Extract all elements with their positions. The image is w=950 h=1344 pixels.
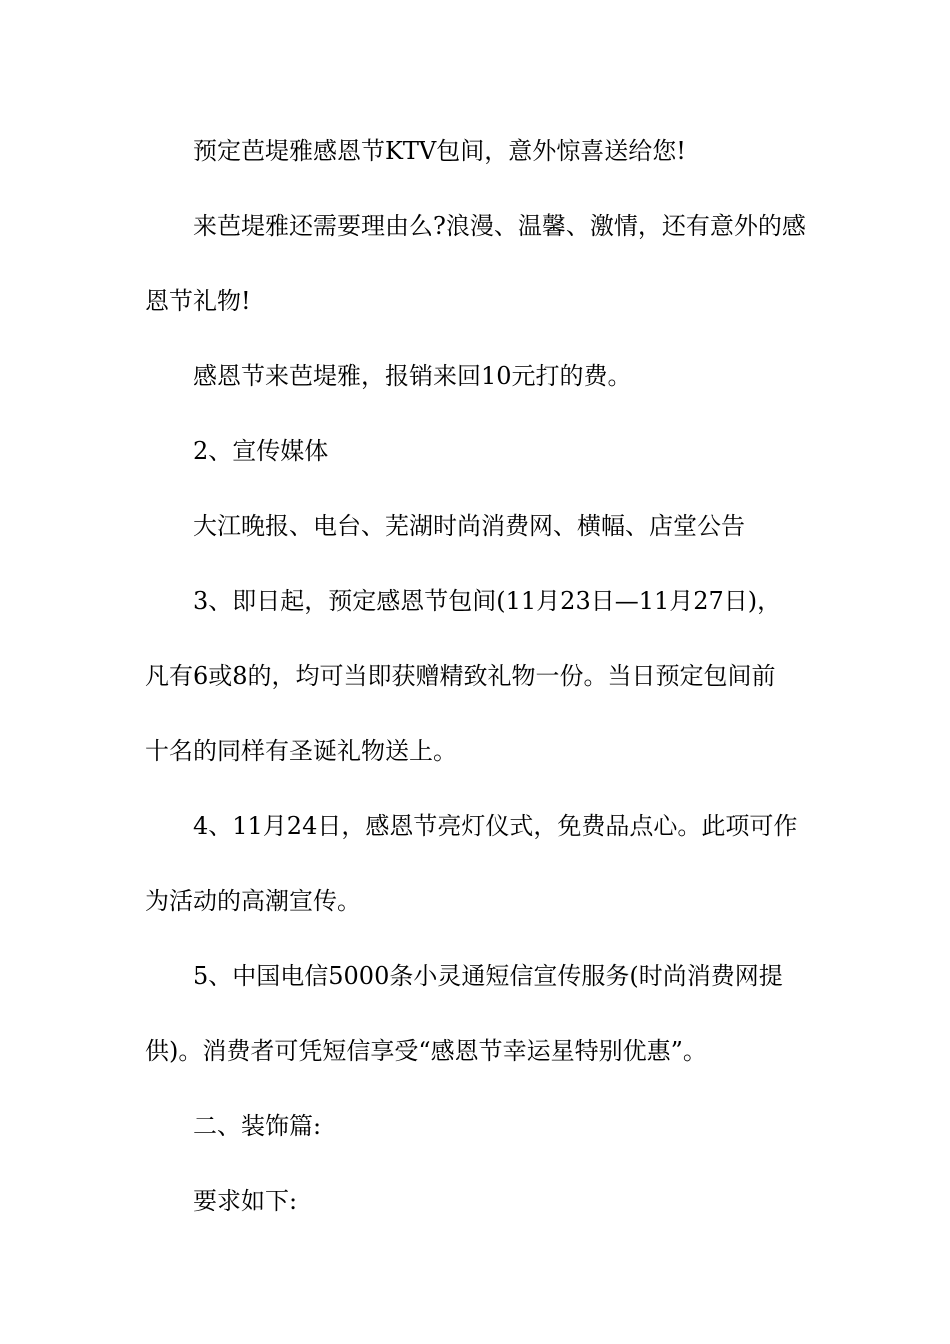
section-heading-decoration: 二、装饰篇: [193,1112,322,1140]
text-line-6: 大江晚报、电台、芜湖时尚消费网、横幅、店堂公告 [193,512,745,540]
text-line-13: 供)。消费者可凭短信享受“感恩节幸运星特别优惠”。 [145,1037,707,1065]
text-line-2: 来芭堤雅还需要理由么?浪漫、温馨、激情，还有意外的感 [193,212,806,240]
text-line-1: 预定芭堤雅感恩节KTV包间，意外惊喜送给您! [193,137,686,165]
text-line-7: 3、即日起，预定感恩节包间(11月23日—11月27日)， [193,587,782,615]
text-line-4: 感恩节来芭堤雅，报销来回10元打的费。 [193,362,632,390]
text-line-10: 4、11月24日，感恩节亮灯仪式，免费品点心。此项可作 [193,812,798,840]
text-line-11: 为活动的高潮宣传。 [145,887,361,915]
text-line-12: 5、中国电信5000条小灵通短信宣传服务(时尚消费网提 [193,962,783,990]
text-line-8: 凡有6或8的，均可当即获赠精致礼物一份。当日预定包间前 [145,662,776,690]
text-line-3: 恩节礼物! [145,287,251,315]
section-heading-media: 2、宣传媒体 [193,437,329,465]
text-line-9: 十名的同样有圣诞礼物送上。 [145,737,457,765]
text-line-15: 要求如下: [193,1187,298,1215]
